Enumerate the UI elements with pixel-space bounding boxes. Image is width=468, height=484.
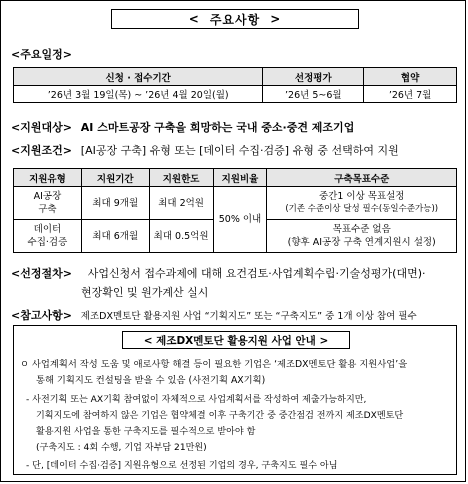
mentor-notice-box <box>13 325 457 475</box>
table-header-cell: 구축목표수준 <box>267 169 457 187</box>
table-header-cell: 신청 · 접수기간 <box>14 68 263 86</box>
schedule-table <box>13 67 457 103</box>
notice-sub-line: - 사전기획 또는 AX기획 참여없이 자체적으로 사업계획서를 작성하여 제출가능하지만, <box>26 395 367 405</box>
table-cell: ’26년 5~6월 <box>263 86 364 103</box>
table-cell: 최대 0.5억원 <box>149 220 213 253</box>
condition-text: [AI공장 구축] 유형 또는 [데이터 수집·검증] 유형 중 선택하여 지원 <box>80 144 399 157</box>
table-cell: 데이터 수집·검증 <box>14 220 82 253</box>
target-text: AI 스마트공장 구축을 희망하는 국내 중소·중견 제조기업 <box>80 121 355 134</box>
notice-sub-line: 기획지도에 참여하지 않은 기업은 협약체결 이후 구축기간 중 중간점검 전까지 제조DX멘토단 <box>36 411 404 421</box>
table-cell: 중간1 이상 목표설정 (기존 수준이상 달성 필수(동일수준가능)) <box>267 187 457 220</box>
schedule-heading: <주요일정> <box>11 48 72 61</box>
table-header-cell: 협약 <box>364 68 457 86</box>
notice-bullet-line: 통해 기획지도 컨설팅을 받을 수 있음 (사전기획 AX기획) <box>36 375 266 386</box>
page-title-text: 주요사항 <box>209 12 261 27</box>
table-cell: 최대 6개월 <box>81 220 149 253</box>
condition-section <box>11 142 399 158</box>
table-cell: ’26년 7월 <box>364 86 457 103</box>
table-cell: 목표수준 없음 (향후 AI공장 구축 연계지원시 설정) <box>267 220 457 253</box>
table-header-cell: 지원기간 <box>81 169 149 187</box>
page-title: < 주요사항 > <box>111 9 359 29</box>
table-cell: 최대 2억원 <box>149 187 213 220</box>
table-cell: 최대 9개월 <box>81 187 149 220</box>
table-header-cell: 지원유형 <box>14 169 82 187</box>
target-section <box>11 119 354 135</box>
procedure-heading: <선정절차> <box>11 267 72 280</box>
table-header-row <box>14 68 457 86</box>
table-header-row <box>14 169 457 187</box>
procedure-text-line2: 현장확인 및 원가계산 실시 <box>81 286 209 299</box>
procedure-section <box>11 265 426 281</box>
support-type-table <box>13 168 457 253</box>
reference-section <box>11 307 417 323</box>
table-row <box>14 187 457 220</box>
table-row <box>14 86 457 103</box>
notice-sub-line: - 단, [데이터 수집·검증] 지원유형으로 선정된 기업의 경우, 구축지도 필수 아님 <box>26 461 338 471</box>
table-header-cell: 지원비율 <box>213 169 267 187</box>
reference-heading: <참고사항> <box>11 309 72 322</box>
notice-bullet-line: ㅇ 사업계획서 작성 도움 및 애로사항 해결 등이 필요한 기업은 ‘제조DX멘토단 활용 지원사업’을 <box>20 359 408 370</box>
notice-sub-line: (구축지도 : 4회 수행, 기업 자부담 21만원) <box>36 443 207 453</box>
condition-heading: <지원조건> <box>11 144 72 157</box>
table-header-cell: 지원한도 <box>149 169 213 187</box>
table-header-cell: 선정평가 <box>263 68 364 86</box>
reference-text: 제조DX멘토단 활용지원 사업 “기획지도” 또는 “구축지도” 중 1개 이상 참여 필수 <box>80 311 417 322</box>
target-heading: <지원대상> <box>11 121 72 134</box>
table-cell: ’26년 3월 19일(목) ~ ’26년 4월 20일(월) <box>14 86 263 103</box>
notice-sub-line: 활용지원 사업을 통한 구축지도를 필수적으로 받아야 함 <box>36 427 256 437</box>
table-cell: AI공장 구축 <box>14 187 82 220</box>
notice-title: < 제조DX멘토단 활용지원 사업 안내 > <box>122 331 350 349</box>
table-cell: 50% 이내 <box>213 187 267 253</box>
procedure-text-line1: 사업신청서 접수과제에 대해 요건검토·사업계획수립·기술성평가(대면)· <box>87 267 426 280</box>
